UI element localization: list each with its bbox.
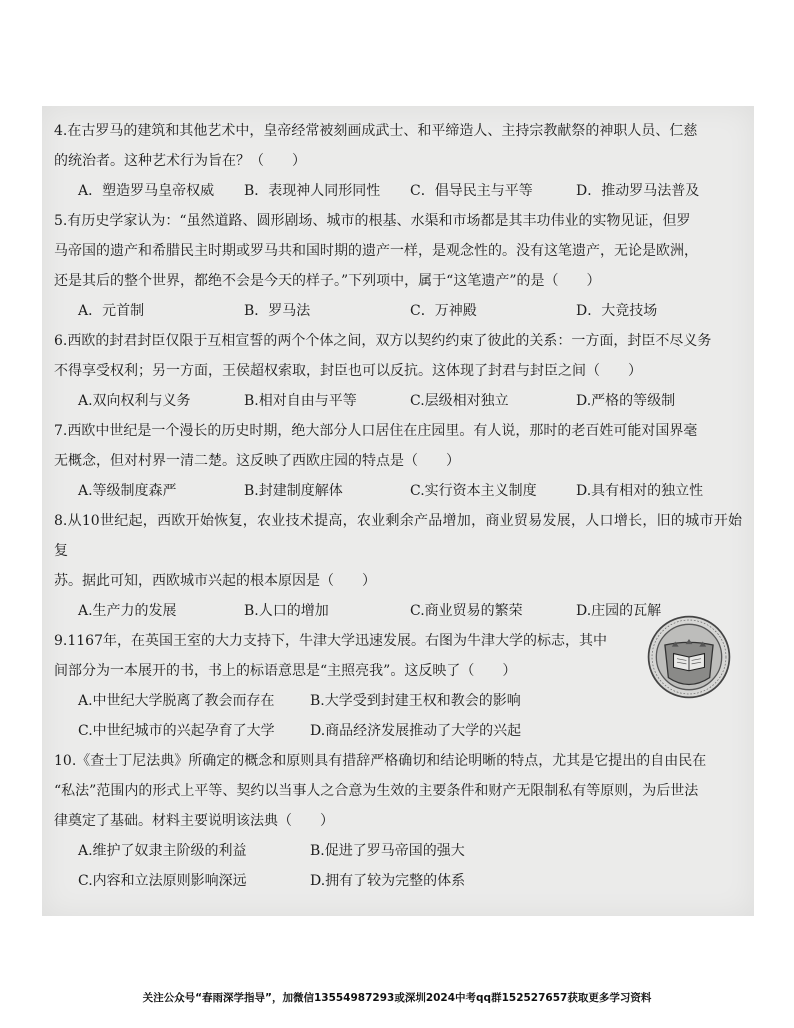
option-b: B.促进了罗马帝国的强大 xyxy=(310,843,465,859)
option-b: B.大学受到封建王权和教会的影响 xyxy=(310,693,521,709)
option-c: C.内容和立法原则影响深远 xyxy=(78,873,247,889)
question-text: 10.《查士丁尼法典》所确定的概念和原则具有措辞严格确切和结论明晰的特点，尤其是它提出的自由民在 “私法”范围内的形式上平等、契约以当事人之合意为生效的主要条件和财产无限制私有等原则，为后世法 律奠定了基础。材料主要说明该法典（ ） xyxy=(54,753,707,829)
oxford-university-seal-image xyxy=(646,614,732,700)
option-d: D．推动罗马法普及 xyxy=(576,183,700,199)
option-b: B.人口的增加 xyxy=(244,603,329,619)
option-c: C.中世纪城市的兴起孕育了大学 xyxy=(78,723,275,739)
question-7 xyxy=(54,416,742,506)
question-text: 4.在古罗马的建筑和其他艺术中，皇帝经常被刻画成武士、和平缔造人、主持宗教献祭的神职人员、仁慈 的统治者。这种艺术行为旨在？（ ） xyxy=(54,123,698,169)
option-a: A.维护了奴隶主阶级的利益 xyxy=(78,843,247,859)
options-row xyxy=(54,176,742,206)
option-d: D.严格的等级制 xyxy=(576,393,676,409)
question-4 xyxy=(54,116,742,206)
option-b: B.相对自由与平等 xyxy=(244,393,357,409)
options-row xyxy=(54,386,742,416)
option-d: D.庄园的瓦解 xyxy=(576,603,662,619)
option-a: A.等级制度森严 xyxy=(78,483,177,499)
question-text: 5.有历史学家认为：“虽然道路、圆形剧场、城市的根基、水渠和市场都是其丰功伟业的实物见证，但罗 马帝国的遗产和希腊民主时期或罗马共和国时期的遗产一样，是观念性的。没有这笔遗产，无论是欧洲， 还是其后的整个世界，都绝不会是今天的样子。”下列项中，属于“这笔遗产”的是（ ） xyxy=(54,213,698,289)
options-row xyxy=(54,296,742,326)
question-5 xyxy=(54,206,742,326)
question-text: 6.西欧的封君封臣仅限于互相宣誓的两个个体之间，双方以契约约束了彼此的关系：一方面，封臣不尽义务 不得享受权利；另一方面，王侯超权索取，封臣也可以反抗。这体现了封君与封臣之间（ ） xyxy=(54,333,712,379)
option-c: C．倡导民主与平等 xyxy=(410,183,533,199)
option-a: A.双向权利与义务 xyxy=(78,393,191,409)
options-row xyxy=(54,866,742,896)
question-9 xyxy=(54,626,742,746)
option-d: D.商品经济发展推动了大学的兴起 xyxy=(310,723,522,739)
question-text: 7.西欧中世纪是一个漫长的历史时期，绝大部分人口居住在庄园里。有人说，那时的老百姓可能对国界毫 无概念，但对村界一清二楚。这反映了西欧庄园的特点是（ ） xyxy=(54,423,698,469)
option-b: B．罗马法 xyxy=(244,303,311,319)
option-a: A.中世纪大学脱离了教会而存在 xyxy=(78,693,275,709)
question-list xyxy=(54,116,742,896)
options-row xyxy=(54,686,742,716)
option-d: D.拥有了较为完整的体系 xyxy=(310,873,466,889)
options-row xyxy=(54,596,742,626)
option-c: C.实行资本主义制度 xyxy=(410,483,537,499)
option-d: D.具有相对的独立性 xyxy=(576,483,704,499)
option-a: A．塑造罗马皇帝权威 xyxy=(78,183,215,199)
option-c: C．万神殿 xyxy=(410,303,477,319)
option-b: B.封建制度解体 xyxy=(244,483,343,499)
option-c: C.商业贸易的繁荣 xyxy=(410,603,523,619)
question-6 xyxy=(54,326,742,416)
options-row xyxy=(54,716,742,746)
option-b: B．表现神人同形同性 xyxy=(244,183,381,199)
question-10 xyxy=(54,746,742,896)
option-a: A.生产力的发展 xyxy=(78,603,177,619)
footer-promo-text: 关注公众号“春雨深学指导”，加微信13554987293或深圳2024中考qq群152527657获取更多学习资料 xyxy=(142,992,652,1004)
option-d: D．大竞技场 xyxy=(576,303,658,319)
question-8 xyxy=(54,506,742,626)
options-row xyxy=(54,476,742,506)
option-c: C.层级相对独立 xyxy=(410,393,509,409)
question-text: 9.1167年，在英国王室的大力支持下，牛津大学迅速发展。右图为牛津大学的标志，其中 间部分为一本展开的书，书上的标语意思是“主照亮我”。这反映了（ ） xyxy=(54,633,607,679)
question-text: 8.从10世纪起，西欧开始恢复，农业技术提高，农业剩余产品增加，商业贸易发展，人口增长，旧的城市开始复 苏。据此可知，西欧城市兴起的根本原因是（ ） xyxy=(54,513,742,589)
option-a: A．元首制 xyxy=(78,303,145,319)
options-row xyxy=(54,836,742,866)
